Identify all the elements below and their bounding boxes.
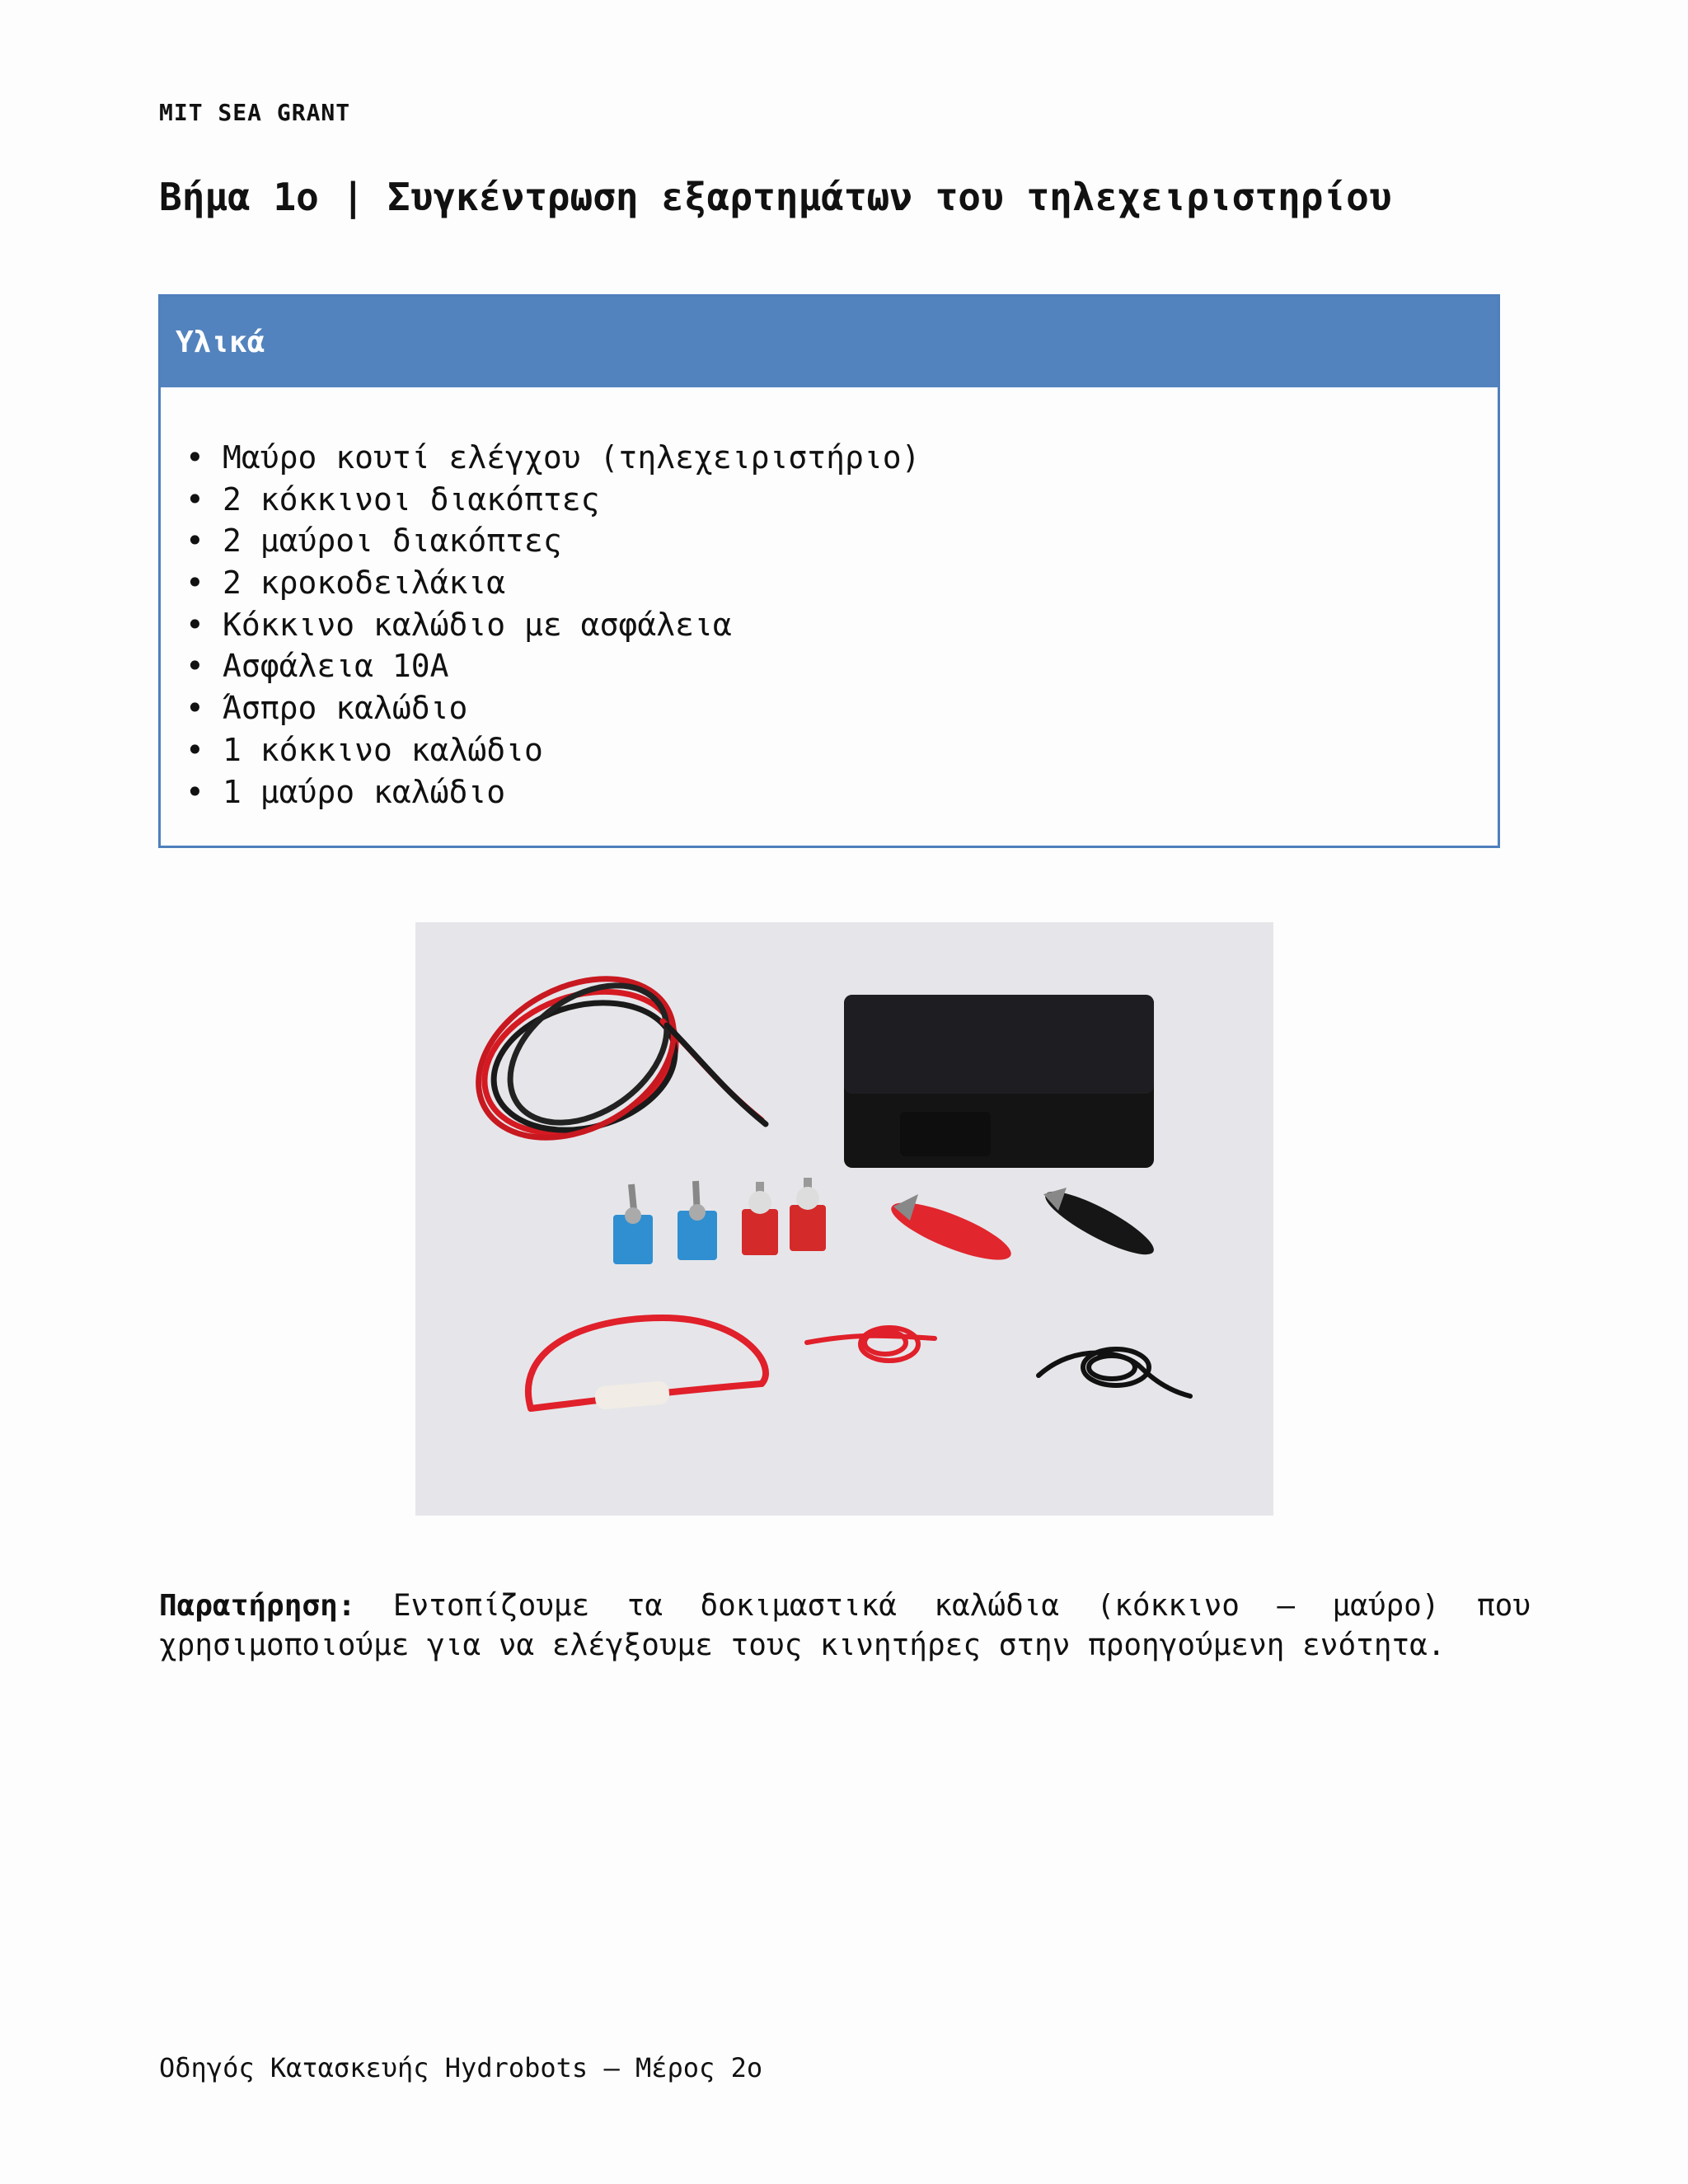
list-item: • 2 κόκκινοι διακόπτες: [185, 479, 920, 521]
components-photo: [415, 922, 1273, 1516]
list-item: • Άσπρο καλώδιο: [185, 687, 920, 729]
list-item: • 2 μαύροι διακόπτες: [185, 520, 920, 562]
page-footer: Οδηγός Κατασκευής Hydrobots – Μέρος 2ο: [159, 2052, 763, 2083]
page-title: Βήμα 1ο | Συγκέντρωση εξαρτημάτων του τηλεχειριστηρίου: [159, 175, 1392, 219]
note-label: Παρατήρηση:: [159, 1589, 356, 1623]
list-item: • Κόκκινο καλώδιο με ασφάλεια: [185, 604, 920, 646]
list-item: • 1 κόκκινο καλώδιο: [185, 729, 920, 771]
materials-heading: Υλικά: [161, 297, 1498, 387]
list-item: • Ασφάλεια 10Α: [185, 645, 920, 687]
list-item: • 2 κροκοδειλάκια: [185, 562, 920, 604]
list-item: • Μαύρο κουτί ελέγχου (τηλεχειριστήριο): [185, 437, 920, 479]
organization-name: MIT SEA GRANT: [159, 99, 351, 126]
materials-panel: [158, 294, 1500, 848]
black-control-box: [844, 995, 1154, 1168]
list-item: • 1 μαύρο καλώδιο: [185, 771, 920, 813]
materials-list: [185, 437, 920, 813]
note-paragraph: [159, 1586, 1531, 1666]
note-text: Εντοπίζουμε τα δοκιμαστικά καλώδια (κόκκινο – μαύρο) που χρησιμοποιούμε για να ελέγξουμε τους κινητήρες στην προηγούμενη ενότητα.: [159, 1589, 1531, 1662]
